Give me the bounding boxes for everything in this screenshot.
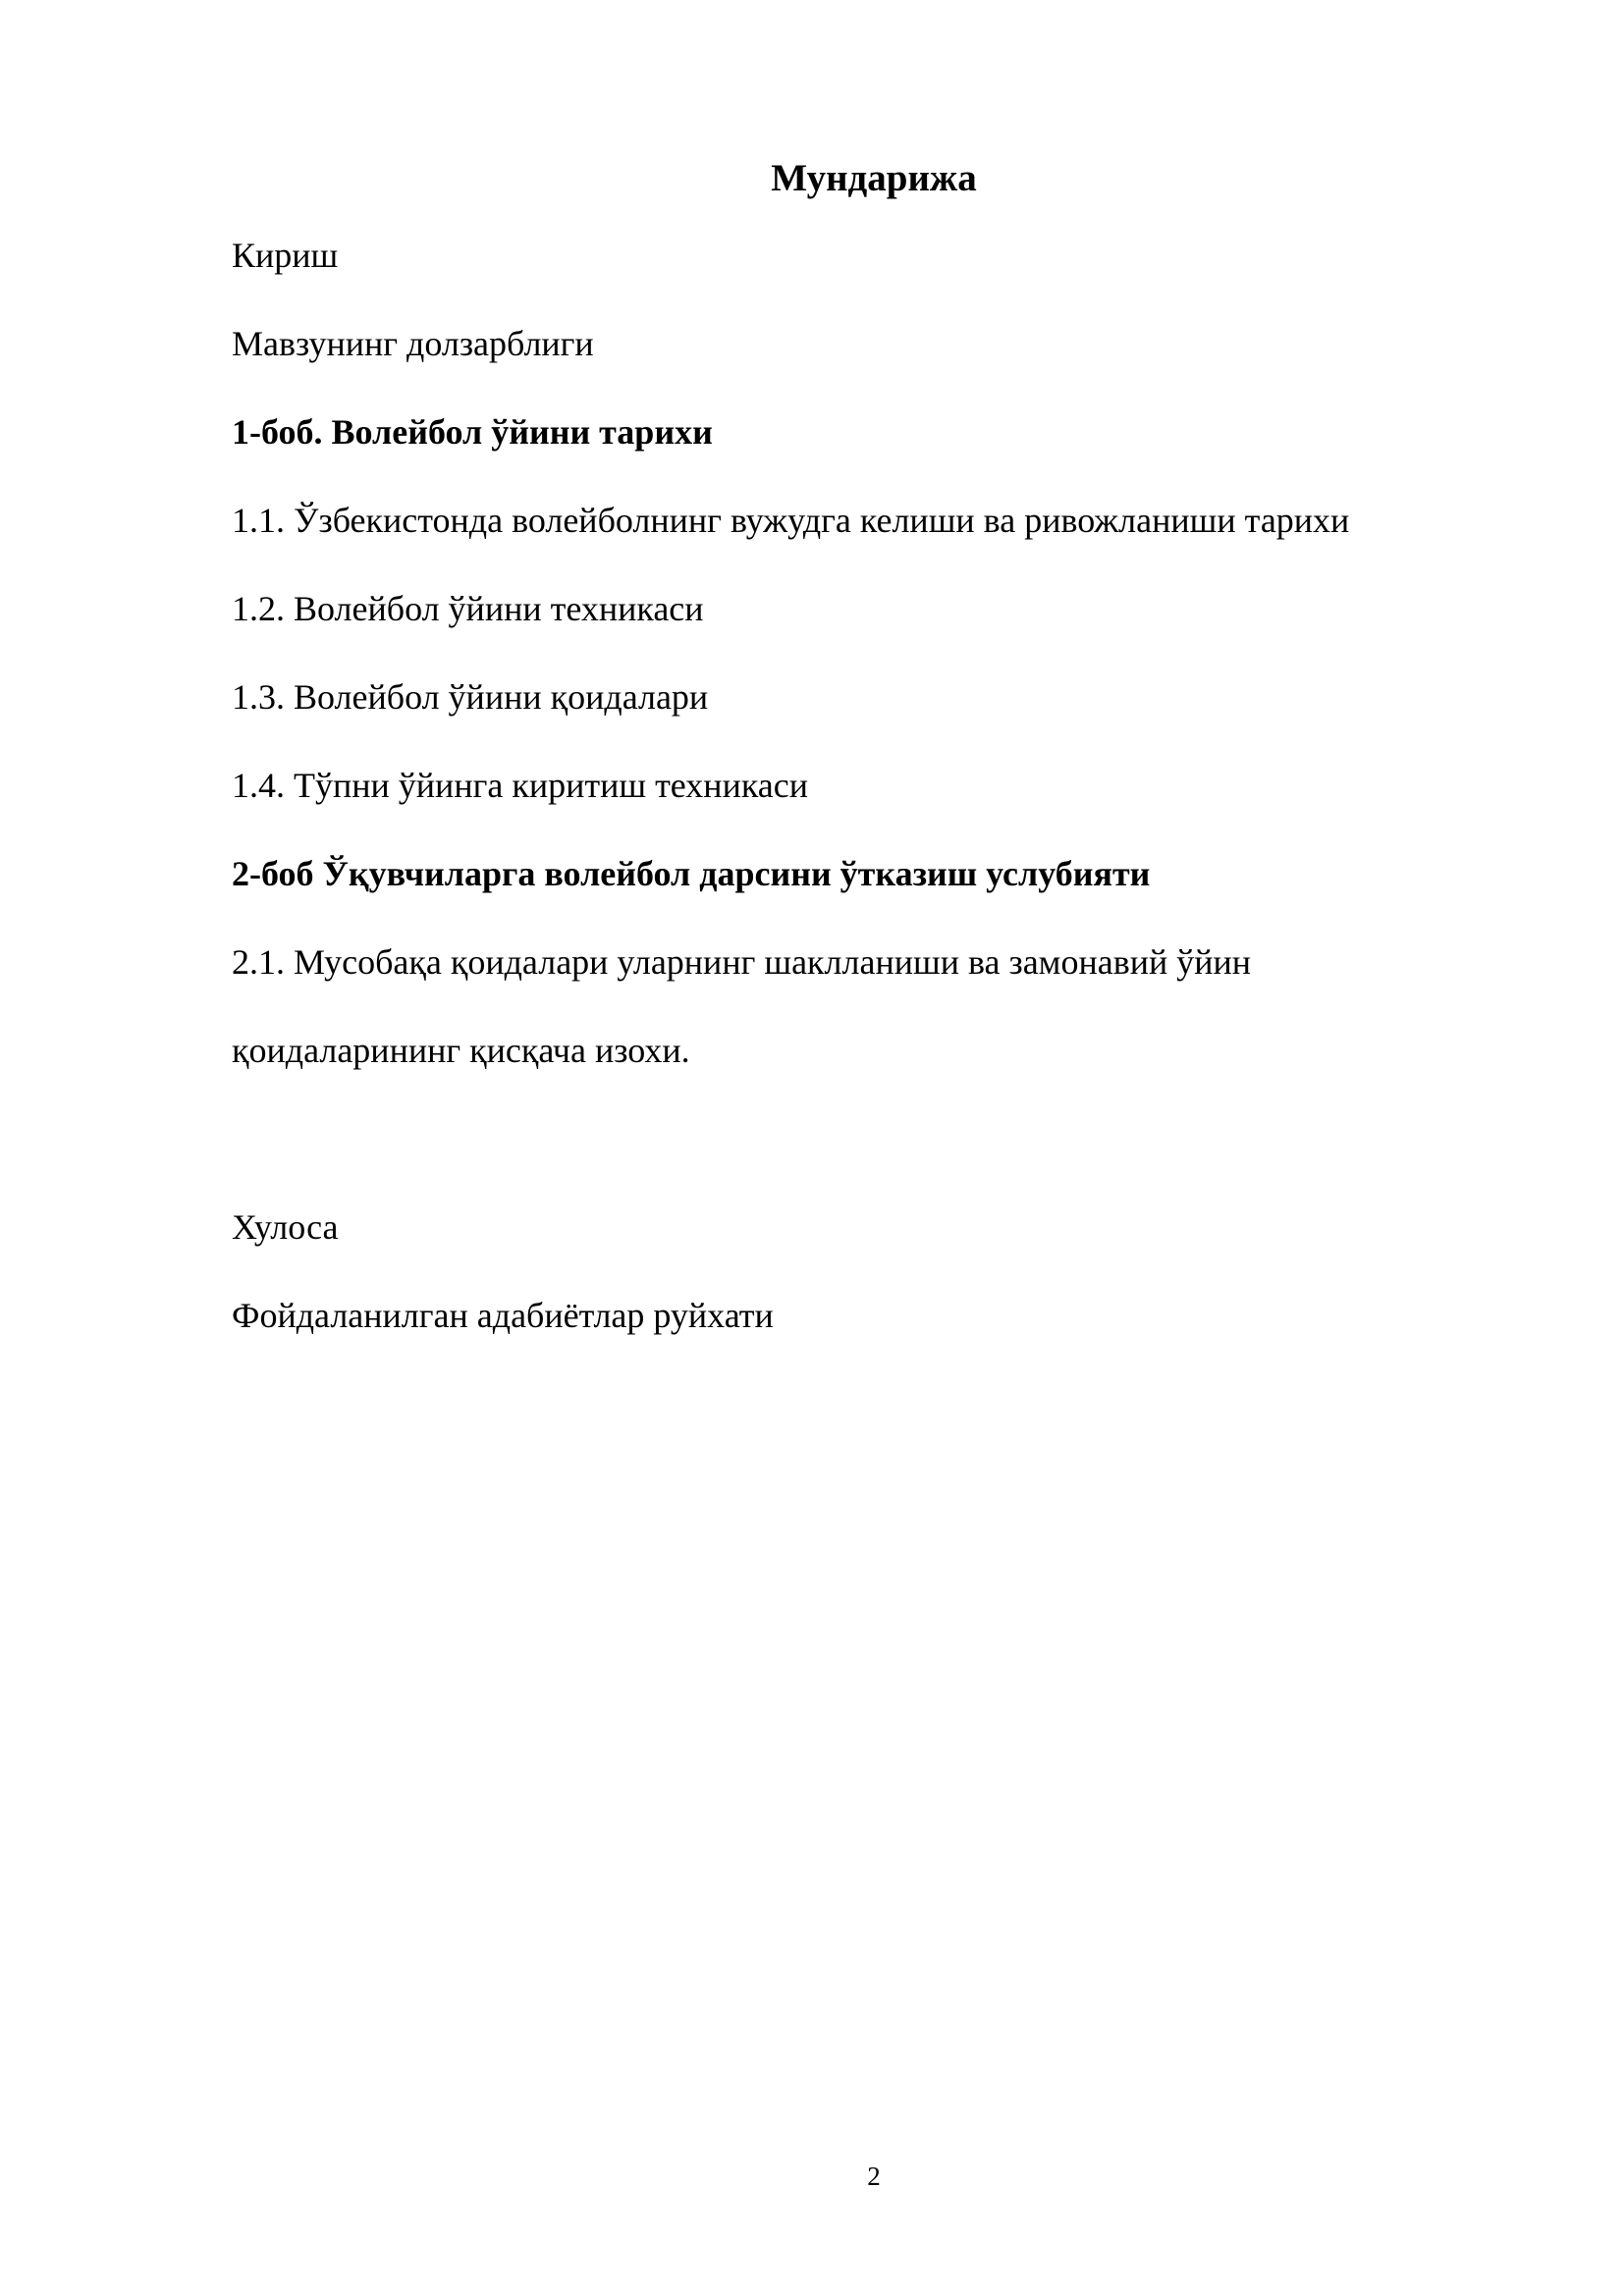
toc-entry-2-1-continuation: қоидаларининг қисқача изохи. (232, 1031, 690, 1070)
toc-entry-1-2: 1.2. Волейбол ўйини техникаси (232, 589, 704, 628)
toc-entry-introduction: Кириш (232, 236, 339, 275)
toc-entry-conclusion: Хулоса (232, 1207, 339, 1247)
toc-entry-chapter-1: 1-боб. Волейбол ўйини тарихи (232, 412, 713, 452)
toc-entry-1-4: 1.4. Тўпни ўйинга киритиш техникаси (232, 766, 809, 805)
page-title: Мундарижа (771, 157, 977, 199)
toc-entry-1-1: 1.1. Ўзбекистонда волейболнинг вужудга келиши ва ривожланиши тарихи (232, 501, 1350, 540)
toc-entry-references: Фойдаланилган адабиётлар руйхати (232, 1296, 774, 1335)
toc-entry-chapter-2: 2-боб Ўқувчиларга волейбол дарсини ўтказиш услубияти (232, 854, 1151, 893)
toc-entry-topic-relevance: Мавзунинг долзарблиги (232, 324, 594, 363)
page-number: 2 (867, 2162, 881, 2191)
toc-entry-2-1: 2.1. Мусобақа қоидалари уларнинг шаклланиши ва замонавий ўйин (232, 942, 1252, 982)
toc-entry-1-3: 1.3. Волейбол ўйини қоидалари (232, 677, 709, 717)
